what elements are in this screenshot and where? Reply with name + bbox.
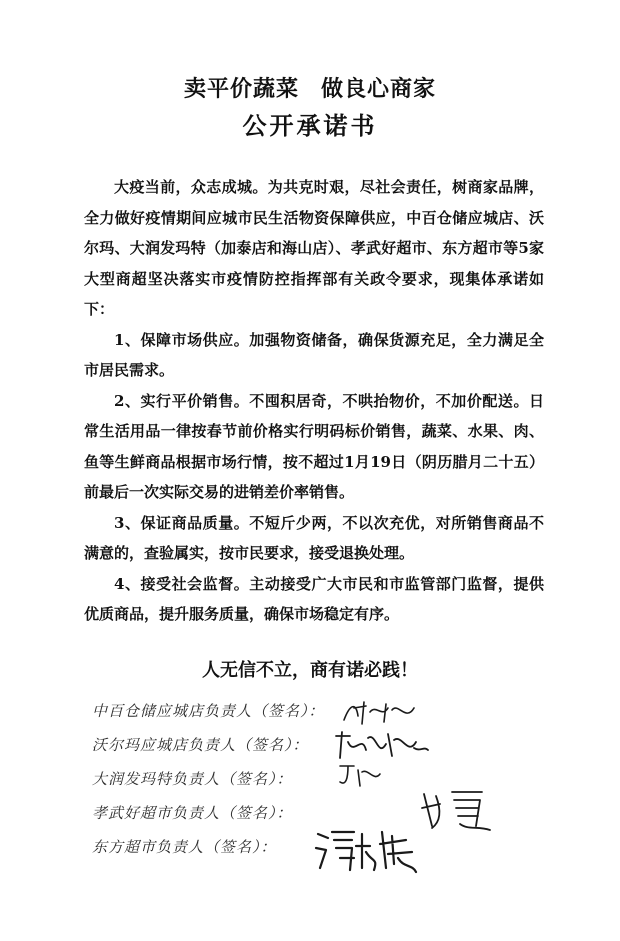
signature-line-zhongbai: 中百仓储应城店负责人（签名）：	[92, 702, 325, 720]
signature-line-rt-mart: 大润发玛特负责人（签名）：	[92, 770, 293, 788]
signature-line-walmart: 沃尔玛应城店负责人（签名）：	[92, 736, 309, 754]
signature-line-dongfang: 东方超市负责人（签名）：	[92, 838, 277, 856]
commitment-1: 1、保障市场供应。加强物资储备，确保货源充足，全力满足全市居民需求。	[84, 330, 544, 379]
intro-paragraph: 大疫当前，众志成城。为共克时艰，尽社会责任，树商家品牌，全力做好疫情期间应城市民生活物资保障供应，中百仓储应城店、沃尔玛、大润发玛特（加泰店和海山店）、孝武好超市、东方超市等5家大型商超坚决落实市疫情防控指挥部有关政令要求，现集体承诺如下：	[84, 178, 544, 318]
handwritten-signature-4	[418, 786, 498, 834]
title-slogan-2: 做良心商家	[321, 76, 437, 102]
title-slogan-1: 卖平价蔬菜	[183, 76, 299, 102]
handwritten-signature-1	[340, 698, 420, 728]
commitment-3: 3、保证商品质量。不短斤少两，不以次充优，对所销售商品不满意的，查验属实，按市民要求，接受退换处理。	[84, 513, 544, 562]
motto: 人无信不立，商有诺必践！	[202, 660, 418, 681]
document-title: 公开承诺书	[242, 111, 378, 140]
title-line-1	[0, 72, 620, 103]
commitment-4: 4、接受社会监督。主动接受广大市民和市监管部门监督，提供优质商品，提升服务质量，确保市场稳定有序。	[84, 574, 544, 623]
handwritten-signature-5	[312, 824, 422, 880]
letter-body	[84, 172, 544, 630]
handwritten-signature-2	[332, 728, 432, 762]
handwritten-signature-3	[336, 760, 386, 790]
commitment-2: 2、实行平价销售。不囤积居奇，不哄抬物价，不加价配送。日常生活用品一律按春节前价格实行明码标价销售，蔬菜、水果、肉、鱼等生鲜商品根据市场行情，按不超过1月19日（阴历腊月二十五）前最后一次实际交易的进销差价率销售。	[84, 391, 544, 501]
signature-line-xiaowuhao: 孝武好超市负责人（签名）：	[92, 804, 293, 822]
